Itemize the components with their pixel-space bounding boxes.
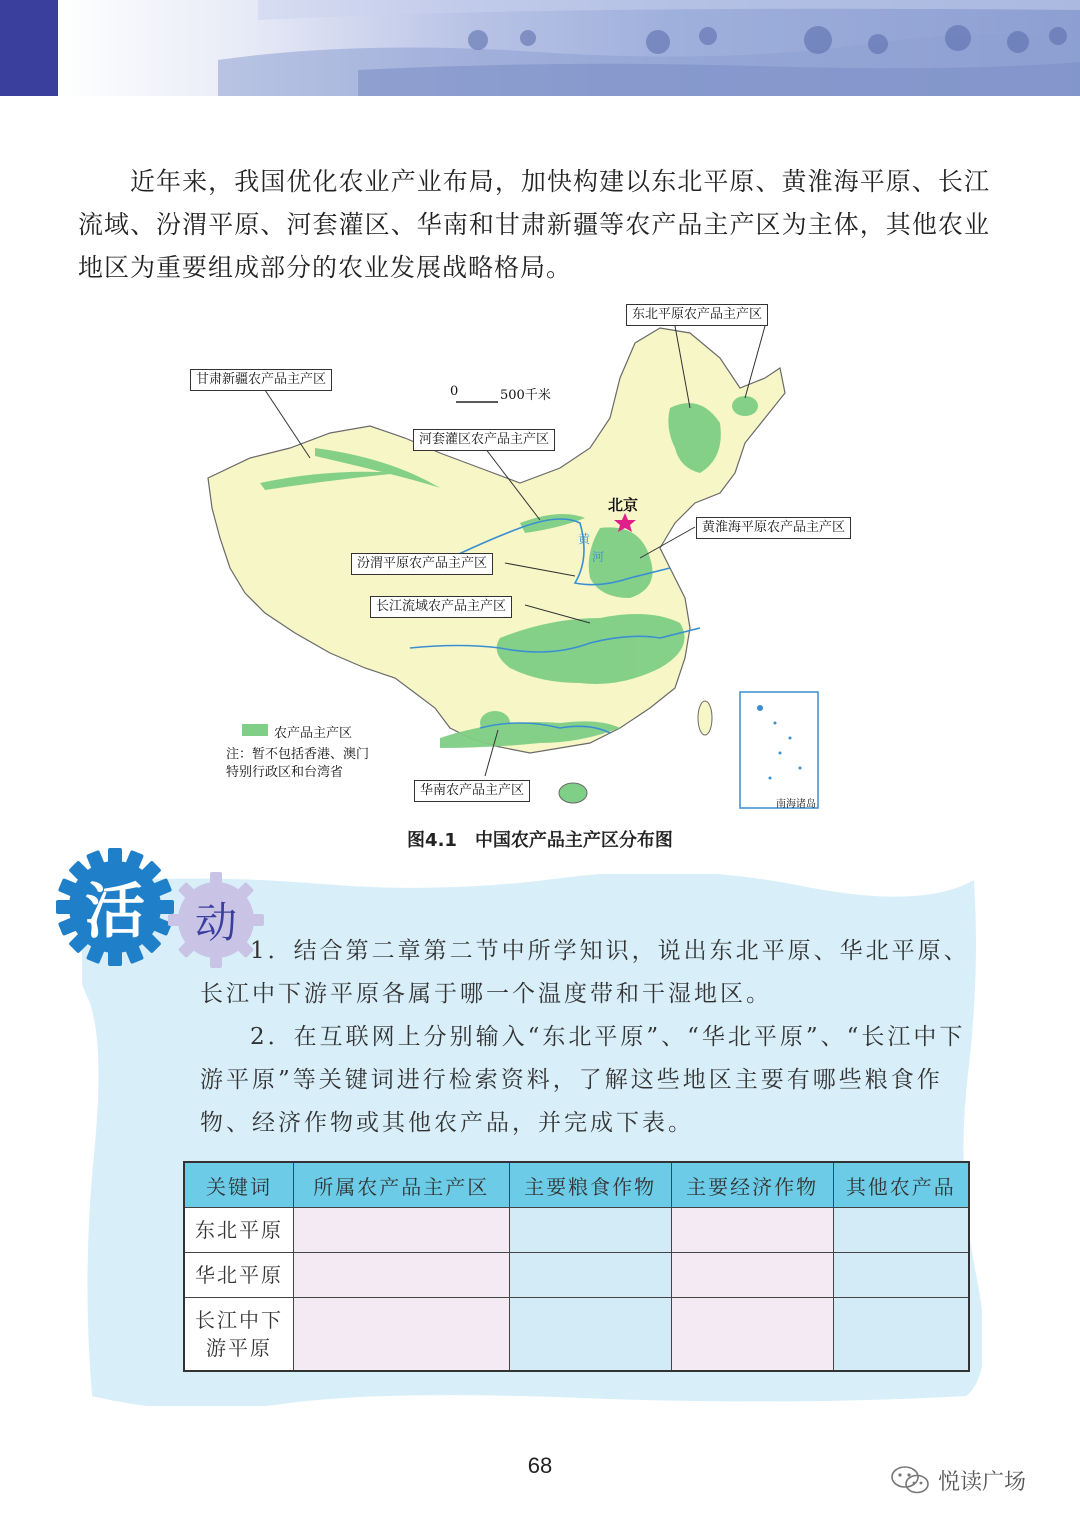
- zone-northeast-east: [732, 396, 758, 416]
- callout-gansu-xinjiang: 甘肃新疆农产品主产区: [190, 369, 332, 391]
- callout-fenwei: 汾渭平原农产品主产区: [351, 553, 493, 575]
- activity-item-1: 1．结合第二章第二节中所学知识，说出东北平原、华北平原、长江中下游平原各属于哪一个温度带和干湿地区。: [200, 938, 970, 1007]
- row-keyword-line-2: 游平原: [206, 1336, 272, 1360]
- callout-huanghuaihai: 黄淮海平原农产品主产区: [696, 517, 851, 539]
- watermark-text: 悦读广场: [938, 1469, 1027, 1495]
- table-row: [184, 1253, 969, 1298]
- row-keyword: [184, 1298, 294, 1372]
- table-row: [184, 1208, 969, 1253]
- activity-title-char-1: 活: [85, 877, 145, 947]
- river-label-2: 河: [592, 550, 605, 564]
- banner-landscape-photo: [58, 0, 1080, 96]
- south-sea-inset: [740, 692, 818, 808]
- blank-cell[interactable]: [509, 1208, 671, 1253]
- table-header: 主要经济作物: [671, 1162, 833, 1208]
- blank-cell[interactable]: [833, 1208, 969, 1253]
- blank-cell[interactable]: [671, 1298, 833, 1372]
- row-keyword: 东北平原: [184, 1208, 294, 1253]
- table-header: 关键词: [184, 1162, 294, 1208]
- wechat-icon: [890, 1464, 930, 1496]
- activity-title-char-2: 动: [194, 898, 237, 947]
- taiwan-island: [698, 701, 712, 735]
- legend-label: 农产品主产区: [274, 726, 353, 741]
- table-header: 所属农产品主产区: [294, 1162, 510, 1208]
- china-agri-zone-map: [180, 298, 900, 818]
- watermark: [890, 1460, 1026, 1500]
- blank-cell[interactable]: [294, 1208, 510, 1253]
- callout-changjiang: 长江流域农产品主产区: [370, 596, 512, 618]
- table-row: [184, 1298, 969, 1372]
- capital-label: 北京: [608, 496, 639, 514]
- blank-cell[interactable]: [509, 1298, 671, 1372]
- blank-cell[interactable]: [833, 1253, 969, 1298]
- row-keyword: 华北平原: [184, 1253, 294, 1298]
- map-note: 注：暂不包括香港、澳门特别行政区和台湾省: [226, 747, 370, 780]
- hainan-island: [559, 783, 587, 803]
- header-banner: [0, 0, 1080, 96]
- inset-label: 南海诸岛: [776, 799, 816, 810]
- figure-title: 中国农产品主产区分布图: [474, 830, 673, 851]
- page-number: 68: [527, 1453, 553, 1478]
- blank-cell[interactable]: [833, 1298, 969, 1372]
- blank-cell[interactable]: [509, 1253, 671, 1298]
- scale-zero-label: 0: [450, 384, 459, 399]
- callout-northeast: 东北平原农产品主产区: [626, 304, 768, 326]
- legend-swatch: [242, 724, 268, 736]
- blank-cell[interactable]: [671, 1253, 833, 1298]
- blank-cell[interactable]: [294, 1253, 510, 1298]
- river-label: 黄: [578, 532, 591, 546]
- blank-cell[interactable]: [294, 1298, 510, 1372]
- callout-hetao: 河套灌区农产品主产区: [413, 429, 555, 451]
- activity-table: [183, 1161, 970, 1372]
- row-keyword-line-1: 长江中下: [195, 1308, 283, 1332]
- activity-text: [200, 930, 970, 1145]
- intro-paragraph: 近年来，我国优化农业产业布局，加快构建以东北平原、黄淮海平原、长江流域、汾渭平原、河套灌区、华南和甘肃新疆等农产品主产区为主体，其他农业地区为重要组成部分的农业发展战略格局。: [78, 167, 990, 282]
- banner-color-block: [0, 0, 58, 96]
- scale-length-label: 500千米: [500, 388, 551, 403]
- activity-item-2: 2．在互联网上分别输入“东北平原”、“华北平原”、“长江中下游平原”等关键词进行检索资料，了解这些地区主要有哪些粮食作物、经济作物或其他农产品，并完成下表。: [200, 1024, 966, 1136]
- table-header: 主要粮食作物: [509, 1162, 671, 1208]
- callout-huanan: 华南农产品主产区: [414, 780, 530, 802]
- blank-cell[interactable]: [671, 1208, 833, 1253]
- china-land: [208, 328, 785, 753]
- table-header: 其他农产品: [833, 1162, 969, 1208]
- figure-number: 图4.1: [407, 830, 457, 851]
- table-header-row: [184, 1162, 969, 1208]
